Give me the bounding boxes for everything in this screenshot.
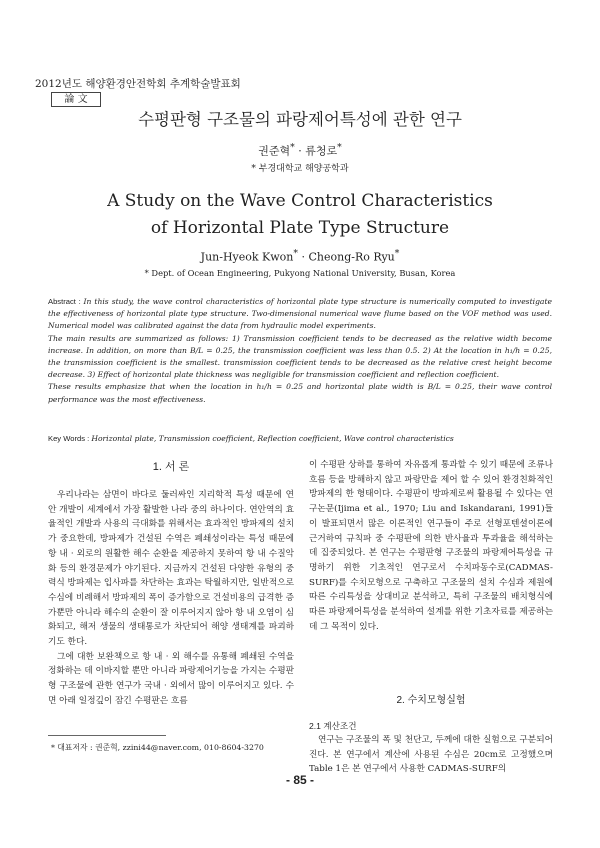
author-mark: * [293, 248, 298, 259]
section-heading: 2. 수치모형실험 [396, 695, 466, 706]
footnote: * 대표저자 : 권준혁, zzini44@naver.com, 010-8604-3270 [51, 743, 264, 752]
abstract-paragraph: These results emphasize that when the location in h₁/h = 0.25 and horizontal plate width is B/L = 0.25, their wave control performance was the most effectiveness. [48, 382, 552, 404]
korean-authors [0, 142, 600, 159]
english-title [0, 188, 600, 242]
author-mark: * [290, 142, 295, 153]
english-affiliation: * Dept. of Ocean Engineering, Pukyong National University, Busan, Korea [144, 268, 456, 278]
keywords [48, 434, 552, 443]
article-type-tag: 論 文 [51, 92, 101, 107]
left-column [48, 488, 294, 709]
body-paragraph: 연구는 구조물의 폭 및 천단고, 두께에 대한 실험으로 구분되어 진다. 본 연구에서 계산에 사용된 수심은 20cm로 고정했으며 Table 1은 본 연구에서 사용한 CADMAS-SURF의 [309, 735, 553, 775]
body-paragraph: 그에 대한 보완책으로 항 내 · 외 해수를 유통해 폐쇄된 수역을 정화하는 데 이바지할 뿐만 아니라 파랑제어기능을 가지는 수평판형 구조물에 관한 연구가 국내 · 외에서 많이 이루어지고 있다. 수면 아래 일정깊이 잠긴 수평판은 흐름 [48, 651, 294, 706]
author-name: Cheong-Ro Ryu [308, 250, 395, 264]
korean-affiliation: * 부경대학교 해양공학과 [251, 164, 349, 174]
abstract-label: Abstract : [48, 297, 84, 306]
author-mark: * [394, 248, 400, 259]
keywords-text: Horizontal plate, Transmission coefficient, Reflection coefficient, Wave control characteristics [91, 434, 454, 443]
author-separator: · [294, 144, 306, 158]
english-title-line: of Horizontal Plate Type Structure [150, 218, 450, 238]
author-separator: · [297, 250, 309, 264]
author-name: 권준혁 [258, 144, 291, 158]
english-title-line: A Study on the Wave Control Characteristics [107, 191, 493, 211]
footnote-rule [48, 735, 166, 736]
author-name: 류청로 [305, 144, 338, 158]
right-column-continued [309, 733, 553, 777]
keywords-label: Key Words : [48, 434, 92, 443]
subsection-heading: 2.1 계산조건 [309, 721, 357, 731]
abstract [48, 296, 552, 406]
author-name: Jun-Hyeok Kwon [200, 250, 294, 264]
body-paragraph: 이 수평판 상하를 통하여 자유롭게 통과할 수 있기 때문에 조류나 흐름 등을 방해하지 않고 파랑만을 제어 할 수 있어 환경친화적인 방파제의 한 형태이다. 수평판이 방파제로써 활용될 수 있다는 연구논문(Ijima et al., 1970; Liu and Iskandarani, 1991)들이 발표되면서 많은 이론적인 연구들이 주로 선형포텐셜이론에 근거하여 규칙파 중 수평판에 의한 반사율과 투과율을 해석하는 데 집중되었다. 본 연구는 수평판형 구조물의 파랑제어특성을 규명하기 위한 기초적인 연구로서 수치파동수로(CADMAS-SURF)를 수치모형으로 구축하고 구조물의 설치 수심과 제원에 따른 수리특성을 상대비교 분석하고, 특히 구조물의 배치형식에 따른 파랑제어특성을 분석하여 설계를 위한 기초자료를 제공하는데 그 목적이 있다. [309, 460, 553, 632]
section-heading: 1. 서 론 [152, 461, 190, 473]
page-number: - 85 - [285, 773, 314, 787]
author-mark: * [337, 142, 342, 153]
abstract-paragraph: Abstract : In this study, the wave control characteristics of horizontal plate type structure is numerically computed to investigate the effectiveness of horizontal plate type structure. Two-dimensional numerical wave flume based on the VOF method was used. Numerical model was calibrated against the data from hydraulic model experiments. [48, 297, 552, 331]
right-column [309, 458, 553, 634]
body-paragraph: 우리나라는 삼면이 바다로 둘러싸인 지리학적 특성 때문에 연안 개발이 세계에서 가장 활발한 나라 중의 하나이다. 연안역의 효율적인 개발과 사용의 극대화를 위해서는 효과적인 방파제의 설치가 중요한데, 방파제가 건설된 수역은 폐쇄성이라는 특성 때문에 항 내 · 외로의 원활한 해수 순환을 제공하지 못하여 항 내 수질악화 등의 환경문제가 야기된다. 지금까지 건설된 다양한 유형의 중력식 방파제는 입사파를 차단하는 효과는 탁월하지만, 일반적으로 수심에 비례해서 방파제의 폭이 증가함으로 건설비용의 급격한 증가뿐만 아니라 해수의 순환이 잘 이루어지지 않아 항 내 오염이 심화되고, 해저 생물의 생태통로가 차단되어 해양 생태계를 파괴하기도 한다. [48, 490, 294, 648]
korean-title: 수평판형 구조물의 파랑제어특성에 관한 연구 [138, 110, 462, 129]
abstract-paragraph: The main results are summarized as follows: 1) Transmission coefficient tends to be decreased as the relative width become increase. In addition, on more than B/L = 0.25, the transmission coefficient was less than 0.5. 2) At the location in h₁/h = 0.25, the transmission coefficient is the smallest. transmission coefficient tends to be decreased as the relative crest height become decrease. 3) Effect of horizontal plate thickness was negligible for transmission coefficient and reflection coefficient. [48, 333, 552, 380]
conference-name: 2012년도 해양환경안전학회 추계학술발표회 [35, 78, 241, 90]
english-authors [0, 248, 600, 264]
